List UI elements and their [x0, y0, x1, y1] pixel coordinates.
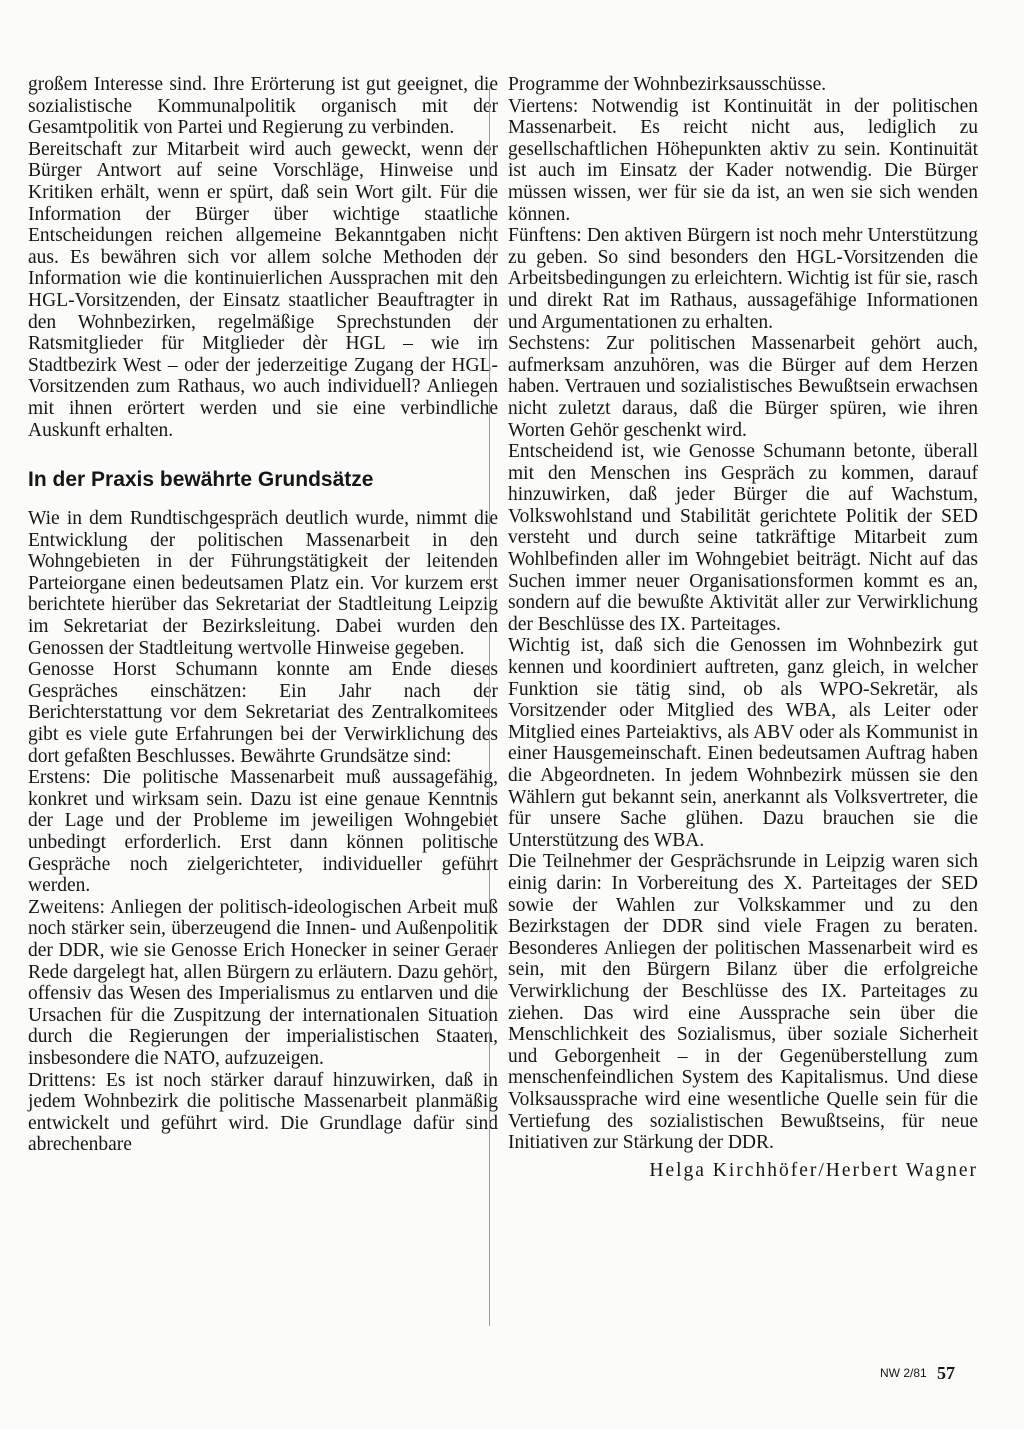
paragraph: Fünftens: Den aktiven Bürgern ist noch mehr Unterstützung zu geben. So sind besonders den HGL-Vorsitzenden die Arbeitsbedingungen zu erleichtern. Wichtig ist für sie, rasch und direkt Rat im Rathaus, aussagefähige Informationen und Argumentationen zu erhalten.	[508, 225, 978, 333]
column-divider	[489, 86, 490, 1326]
paragraph: Entscheidend ist, wie Genosse Schumann betonte, überall mit den Menschen ins Gespräch zu kommen, darauf hinzuwirken, daß jeder Bürger die auf Wachstum, Volkswohlstand und Stabilität gerichtete Politik der SED versteht und durch seine tatkräftige Mitarbeit zum Wohlbefinden aller im Wohngebiet beiträgt. Nicht auf das Suchen immer neuer Organisationsformen kommt es an, sondern auf die bewußte Aktivität aller zur Verwirklichung der Beschlüsse des IX. Parteitages.	[508, 441, 978, 635]
page-footer	[0, 1363, 1024, 1383]
author-signature: Helga Kirchhöfer/Herbert Wagner	[649, 1159, 978, 1181]
issue-label: NW 2/81	[880, 1366, 927, 1380]
section-heading: In der Praxis bewährte Grundsätze	[28, 468, 374, 492]
paragraph: Viertens: Notwendig ist Kontinuität in der politischen Massenarbeit. Es reicht nicht aus, lediglich zu gesellschaftlichen Höhepunkten aktiv zu sein. Kontinuität ist auch im Einsatz der Kader notwendig. Die Bürger müssen wissen, wer für sie da ist, an wen sie sich wenden können.	[508, 95, 978, 225]
left-column	[28, 74, 498, 1156]
paragraph: Drittens: Es ist noch stärker darauf hinzuwirken, daß in jedem Wohnbezirk die politische Massenarbeit planmäßig entwickelt und geführt wird. Die Grundlage dafür sind abrechenbare	[28, 1069, 498, 1156]
paragraph: Zweitens: Anliegen der politisch-ideologischen Arbeit muß noch stärker sein, überzeugend die Innen- und Außenpolitik der DDR, wie sie Genosse Erich Honecker in seiner Geraer Rede dargelegt hat, allen Bürgern zu erläutern. Dazu gehört, offensiv das Wesen des Imperialismus zu entlarven und die Ursachen für die Zuspitzung der internationalen Situation durch die Regierungen der imperialistischen Staaten, insbesondere die NATO, aufzuzeigen.	[28, 896, 498, 1069]
paragraph: Bereitschaft zur Mitarbeit wird auch geweckt, wenn der Bürger Antwort auf seine Vorschläge, Hinweise und Kritiken erhält, wenn er spürt, daß sein Wort gilt. Für die Information der Bürger über wichtige staatliche Entscheidungen reichen allgemeine Bekanntgaben nicht aus. Es bewähren sich vor allem solche Methoden der Information wie die kontinuierlichen Aussprachen mit den HGL-Vorsitzenden, der Einsatz staatlicher Beauftragter in den Wohnbezirken, regelmäßige Sprechstunden der Ratsmitglieder für Mitglieder dèr HGL – wie im Stadtbezirk West – oder der jederzeitige Zugang der HGL-Vorsitzenden zum Rathaus, wo auch individuell? Anliegen mit ihnen erörtert werden und sie eine verbindliche Auskunft erhalten.	[28, 138, 498, 441]
paragraph: Die Teilnehmer der Gesprächsrunde in Leipzig waren sich einig darin: In Vorbereitung des X. Parteitages der SED sowie der Wahlen zur Volkskammer und zu den Bezirkstagen der DDR sind viele Fragen zu beraten. Besonderes Anliegen der politischen Massenarbeit wird es sein, mit den Bürgern Bilanz über die erfolgreiche Verwirklichung der Beschlüsse des IX. Parteitages zu ziehen. Das wird eine Aussprache sein über die Menschlichkeit des Sozialismus, über soziale Sicherheit und Geborgenheit – in der Gegenüberstellung zum menschenfeindlichen System des Kapitalismus. Und diese Volksaussprache wird eine wesentliche Quelle sein für die Vertiefung des sozialistischen Bewußtseins, für neue Initiativen zur Stärkung der DDR.	[508, 851, 978, 1154]
right-column	[508, 74, 978, 1181]
paragraph: Erstens: Die politische Massenarbeit muß aussagefähig, konkret und wirksam sein. Dazu ist eine genaue Kenntnis der Lage und der Probleme im jeweiligen Wohngebiet unbedingt erforderlich. Erst dann können politische Gespräche noch zielgerichteter, individueller geführt werden.	[28, 767, 498, 897]
paragraph: Programme der Wohnbezirksausschüsse.	[508, 74, 827, 95]
paragraph: großem Interesse sind. Ihre Erörterung ist gut geeignet, die sozialistische Kommunalpolitik organisch mit der Gesamtpolitik von Partei und Regierung zu verbinden.	[28, 74, 498, 139]
paragraph: Wie in dem Rundtischgespräch deutlich wurde, nimmt die Entwicklung der politischen Massenarbeit in den Wohngebieten in der Führungstätigkeit der leitenden Parteiorgane einen bedeutsamen Platz ein. Vor kurzem erst berichtete hierüber das Sekretariat der Stadtleitung Leipzig im Sekretariat der Bezirksleitung. Dabei wurden den Genossen der Stadtleitung wertvolle Hinweise gegeben.	[28, 508, 498, 659]
paragraph: Genosse Horst Schumann konnte am Ende dieses Gespräches einschätzen: Ein Jahr nach der Berichterstattung vor dem Sekretariat des Zentralkomitees gibt es viele gute Erfahrungen bei der Verwirklichung des dort gefaßten Beschlusses. Bewährte Grundsätze sind:	[28, 659, 498, 767]
paragraph: Wichtig ist, daß sich die Genossen im Wohnbezirk gut kennen und koordiniert auftreten, ganz gleich, in welcher Funktion sie tätig sind, ob als WPO-Sekretär, als Vorsitzender oder Mitglied des WBA, als Leiter oder Mitglied eines Parteiaktivs, als ABV oder als Kommunist in einer Hausgemeinschaft. Einen bedeutsamen Auftrag haben die Abgeordneten. In jedem Wohnbezirk müssen sie den Wählern gut bekannt sein, anerkannt als Volksvertreter, die für unsere Sache glühen. Dazu brauchen sie die Unterstützung des WBA.	[508, 635, 978, 851]
page-number: 57	[937, 1363, 955, 1383]
paragraph: Sechstens: Zur politischen Massenarbeit gehört auch, aufmerksam anzuhören, was die Bürger auf dem Herzen haben. Vertrauen und sozialistisches Bewußtsein erwachsen nicht zuletzt daraus, daß die Bürger spüren, wie ihren Worten Gehör geschenkt wird.	[508, 333, 978, 441]
